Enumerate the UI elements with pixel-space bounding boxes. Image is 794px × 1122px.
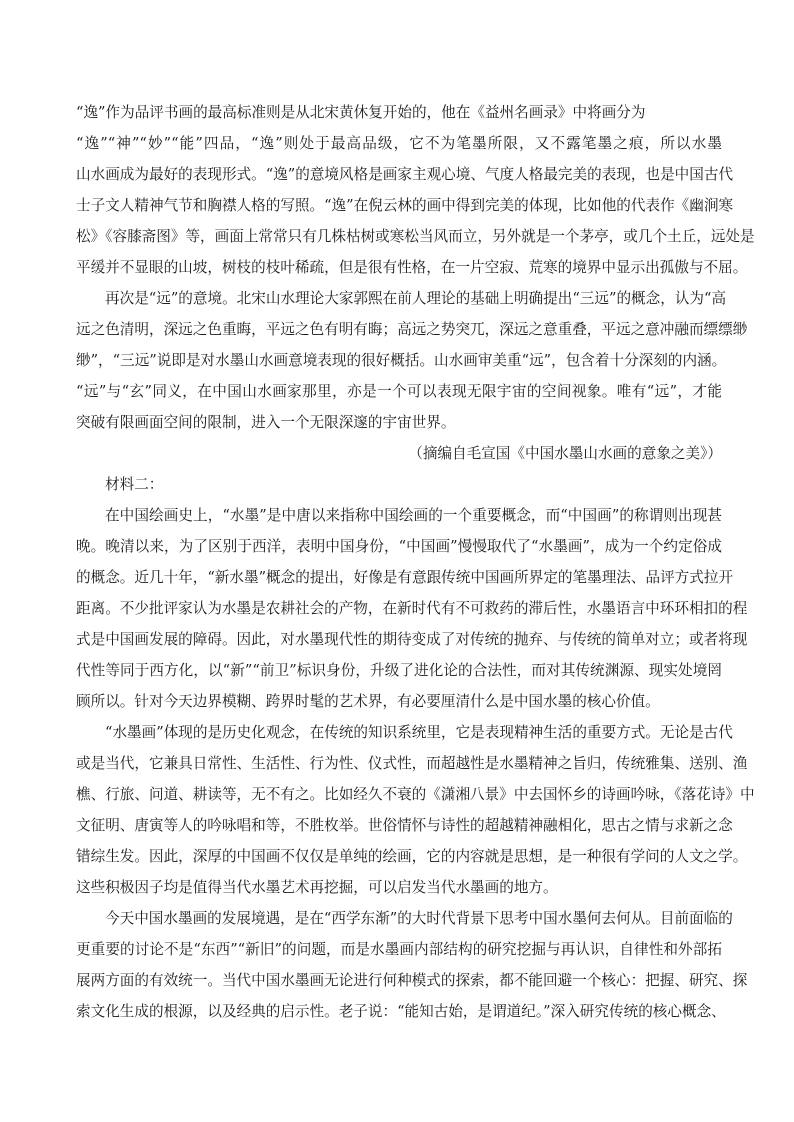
paragraph-first-line: 在中国绘画史上，“水墨”是中唐以来指称中国绘画的一个重要概念，而“中国画”的称谓则出现甚	[105, 507, 722, 524]
text-line: “逸”作为品评书画的最高标准则是从北宋黄休复开始的，他在《益州名画录》中将画分为	[76, 104, 646, 121]
text-line: 距离。不少批评家认为水墨是农耕社会的产物，在新时代有不可救药的滞后性，水墨语言中环环相扣的程	[76, 600, 748, 617]
section-heading-material-two: 材料二：	[105, 476, 164, 493]
text-line: 晚。晚清以来，为了区别于西洋，表明中国身份，“中国画”慢慢取代了“水墨画”，成为一个约定俗成	[76, 538, 722, 555]
text-line: 索文化生成的根源，以及经典的启示性。老子说：“能知古始，是谓道纪。”深入研究传统的核心概念、	[76, 1003, 726, 1020]
text-line: 樵、行旅、问道、耕读等，无不有之。比如经久不衰的《潇湘八景》中去国怀乡的诗画吟咏，《落花诗》中	[76, 786, 755, 803]
text-line: 的概念。近几十年，“新水墨”概念的提出，好像是有意跟传统中国画所界定的笔墨理法、品评方式拉开	[76, 569, 734, 586]
text-line: 错综生发。因此，深厚的中国画不仅仅是单纯的绘画，它的内容就是思想，是一种很有学问的人文之学。	[76, 848, 748, 865]
text-line: “远”与“玄”同义，在中国山水画家那里，亦是一个可以表现无限宇宙的空间视象。唯有“远”，才能	[76, 383, 722, 400]
text-line: 更重要的讨论不是“东西”“新旧”的问题，而是水墨画内部结构的研究挖掘与再认识，自律性和外部拓	[76, 941, 722, 958]
paragraph-first-line: 今天中国水墨画的发展境遇，是在“西学东渐”的大时代背景下思考中国水墨何去何从。目前面临的	[105, 910, 733, 927]
text-line: 缈”，“三远”说即是对水墨山水画意境表现的很好概括。山水画审美重“远”，包含着十分深刻的内涵。	[76, 352, 727, 369]
text-line: 代性等同于西方化，以“新”“前卫”标识身份，升级了进化论的合法性，而对其传统渊源、现实处境罔	[76, 662, 722, 679]
source-citation: （摘编自毛宣国《中国水墨山水画的意象之美》）	[408, 445, 722, 462]
text-line: 式是中国画发展的障碍。因此，对水墨现代性的期待变成了对传统的抛弃、与传统的简单对立；或者将现	[76, 631, 748, 648]
text-line: 远之色清明，深远之色重晦，平远之色有明有晦；高远之势突兀，深远之意重叠，平远之意冲融而缥缥缈	[76, 321, 748, 338]
text-line: 松》《容膝斋图》等，画面上常常只有几株枯树或寒松当风而立，另外就是一个茅亭，或几个土丘，远处是	[76, 228, 755, 245]
text-line: 或是当代，它兼具日常性、生活性、行为性、仪式性，而超越性是水墨精神之旨归，传统雅集、送别、渔	[76, 755, 748, 772]
text-line: 这些积极因子均是值得当代水墨艺术再挖掘，可以启发当代水墨画的地方。	[76, 879, 558, 896]
text-line: 展两方面的有效统一。当代中国水墨画无论进行何种模式的探索，都不能回避一个核心：把握、研究、探	[76, 972, 748, 989]
paragraph-first-line: “水墨画”体现的是历史化观念，在传统的知识系统里，它是表现精神生活的重要方式。无论是古代	[105, 724, 733, 741]
text-line: “逸”“神”“妙”“能”四品，“逸”则处于最高品级，它不为笔墨所限，又不露笔墨之痕，所以水墨	[76, 135, 722, 152]
text-line: 突破有限画面空间的限制，进入一个无限深邃的宇宙世界。	[76, 414, 456, 431]
paragraph-first-line: 再次是“远”的意境。北宋山水理论大家郭熙在前人理论的基础上明确提出“三远”的概念，认为“高	[105, 290, 727, 307]
text-line: 士子文人精神气节和胸襟人格的写照。“逸”在倪云林的画中得到完美的体现，比如他的代表作《幽涧寒	[76, 197, 734, 214]
text-line: 山水画成为最好的表现形式。“逸”的意境风格是画家主观心境、气度人格最完美的表现，也是中国古代	[76, 166, 734, 183]
text-line: 顾所以。针对今天边界模糊、跨界时髦的艺术界，有必要厘清什么是中国水墨的核心价值。	[76, 693, 660, 710]
text-line: 平缓并不显眼的山坡，树枝的枝叶稀疏，但是很有性格，在一片空寂、荒寒的境界中显示出孤傲与不屈。	[76, 259, 748, 276]
text-line: 文征明、唐寅等人的吟咏唱和等，不胜枚举。世俗情怀与诗性的超越精神融相化，思古之情与求新之念	[76, 817, 733, 834]
